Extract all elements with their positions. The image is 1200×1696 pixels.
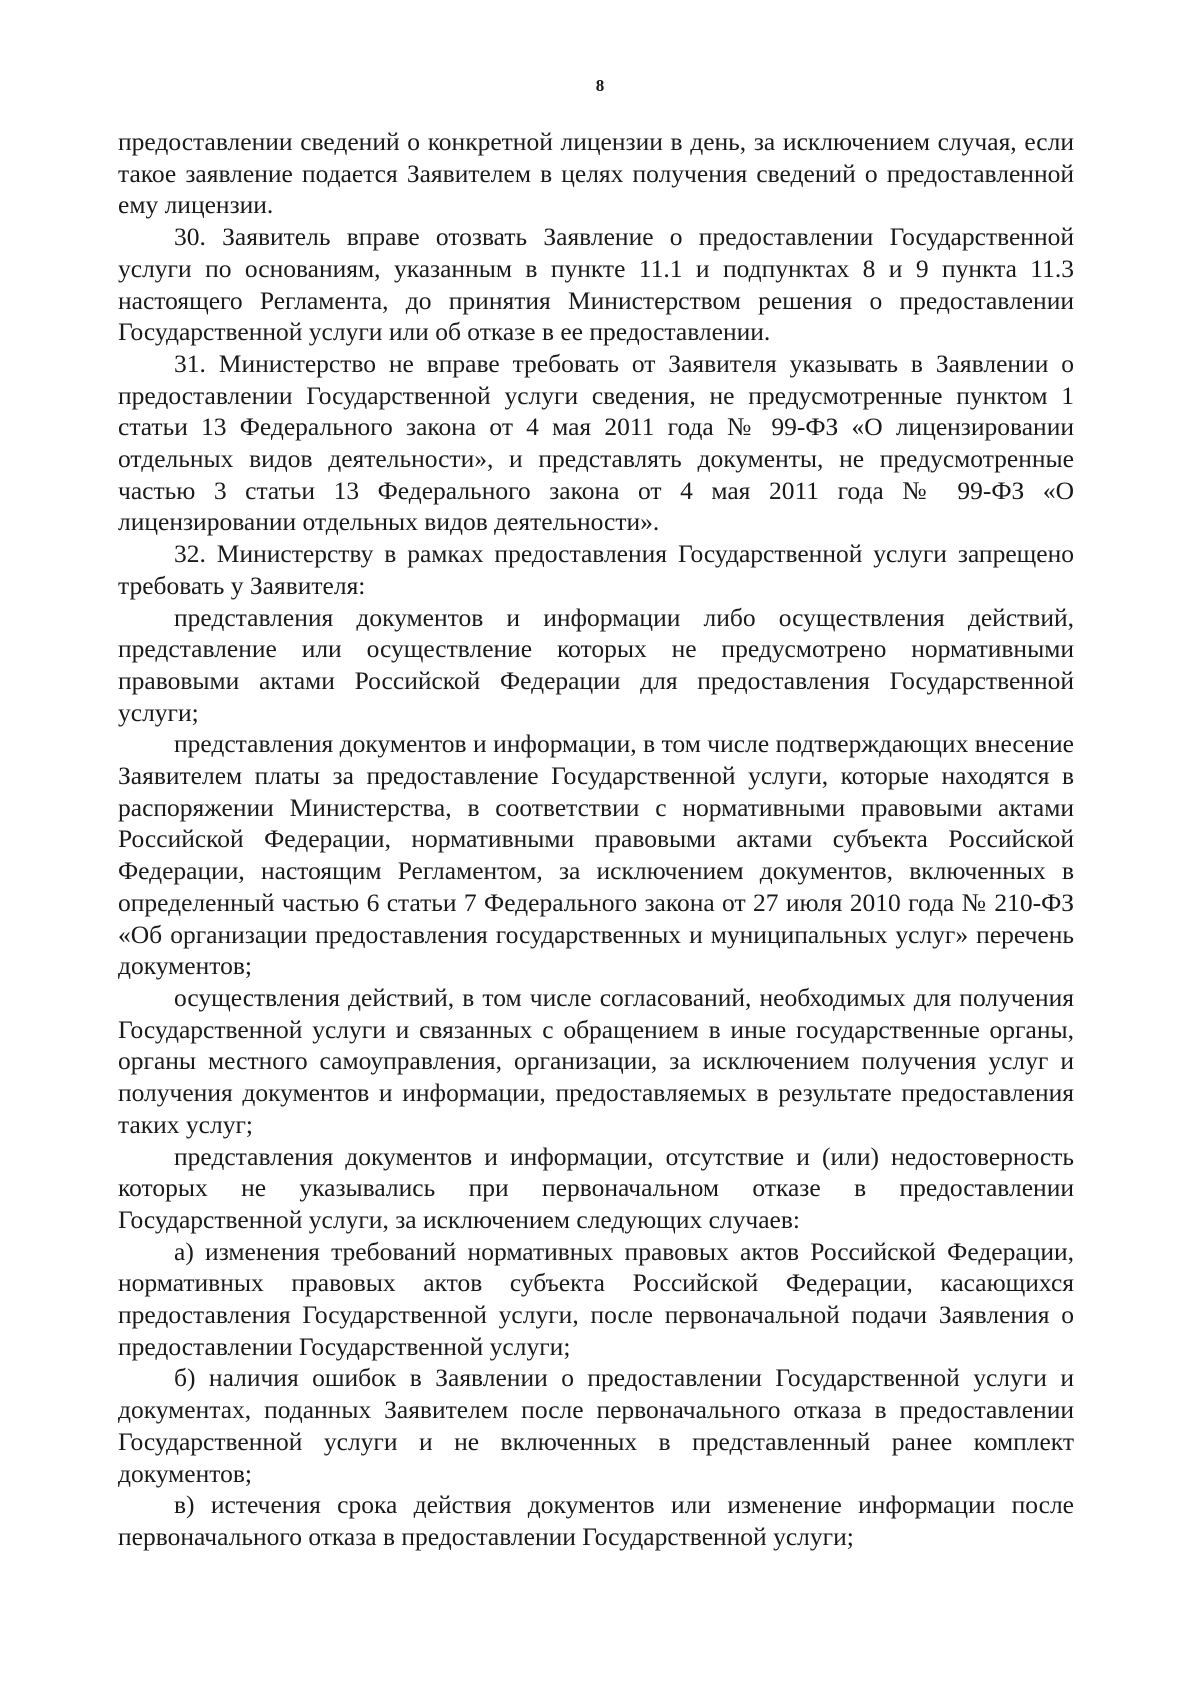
paragraph-case-v: в) истечения срока действия документов или изменение информации после первоначального отказа в предоставлении Государственной услуги; — [118, 1490, 1074, 1551]
page-number: 8 — [595, 76, 605, 95]
paragraph-item-30: 30. Заявитель вправе отозвать Заявление о предоставлении Государственной услуги по основаниям, указанным в пункте 11.1 и подпунктах 8 и 9 пункта 11.3 настоящего Регламента, до принятия Министерством решения о предоставлении Государственной услуги или об отказе в ее предоставлении. — [118, 222, 1074, 347]
paragraph-case-a: а) изменения требований нормативных правовых актов Российской Федерации, нормативных правовых актов субъекта Российской Федерации, касающихся предоставления Государственной услуги, после первоначальной подачи Заявления о предоставлении Государственной услуги; — [118, 1236, 1074, 1361]
paragraph-prohibition-4: представления документов и информации, отсутствие и (или) недостоверность которых не указывались при первоначальном отказе в предоставлении Государственной услуги, за исключением следующих случаев: — [118, 1141, 1074, 1234]
paragraph-case-b: б) наличия ошибок в Заявлении о предоставлении Государственной услуги и документах, поданных Заявителем после первоначального отказа в предоставлении Государственной услуги и не включенных в представленный ранее комплект документов; — [118, 1363, 1074, 1488]
paragraph-item-31: 31. Министерство не вправе требовать от Заявителя указывать в Заявлении о предоставлении Государственной услуги сведения, не предусмотренные пунктом 1 статьи 13 Федерального закона от 4 мая 2011 года № 99-ФЗ «О лицензировании отдельных видов деятельности», и представлять документы, не предусмотренные частью 3 статьи 13 Федерального закона от 4 мая 2011 года № 99-ФЗ «О лицензировании отдельных видов деятельности». — [118, 348, 1074, 537]
paragraph-prohibition-1: представления документов и информации либо осуществления действий, представление или осуществление которых не предусмотрено нормативными правовыми актами Российской Федерации для предоставления Государственной услуги; — [118, 602, 1074, 727]
document-body — [118, 126, 1074, 1553]
paragraph-prohibition-2: представления документов и информации, в том числе подтверждающих внесение Заявителем платы за предоставление Государственной услуги, которые находятся в распоряжении Министерства, в соответствии с нормативными правовыми актами Российской Федерации, нормативными правовыми актами субъекта Российской Федерации, настоящим Регламентом, за исключением документов, включенных в определенный частью 6 статьи 7 Федерального закона от 27 июля 2010 года № 210-ФЗ «Об организации предоставления государственных и муниципальных услуг» перечень документов; — [118, 729, 1074, 981]
paragraph-prohibition-3: осуществления действий, в том числе согласований, необходимых для получения Государственной услуги и связанных с обращением в иные государственные органы, органы местного самоуправления, организации, за исключением получения услуг и получения документов и информации, предоставляемых в результате предоставления таких услуг; — [118, 982, 1074, 1139]
paragraph-item-32: 32. Министерству в рамках предоставления Государственной услуги запрещено требовать у Заявителя: — [118, 539, 1074, 600]
paragraph-continuation: предоставлении сведений о конкретной лицензии в день, за исключением случая, если такое заявление подается Заявителем в целях получения сведений о предоставленной ему лицензии. — [118, 127, 1074, 220]
